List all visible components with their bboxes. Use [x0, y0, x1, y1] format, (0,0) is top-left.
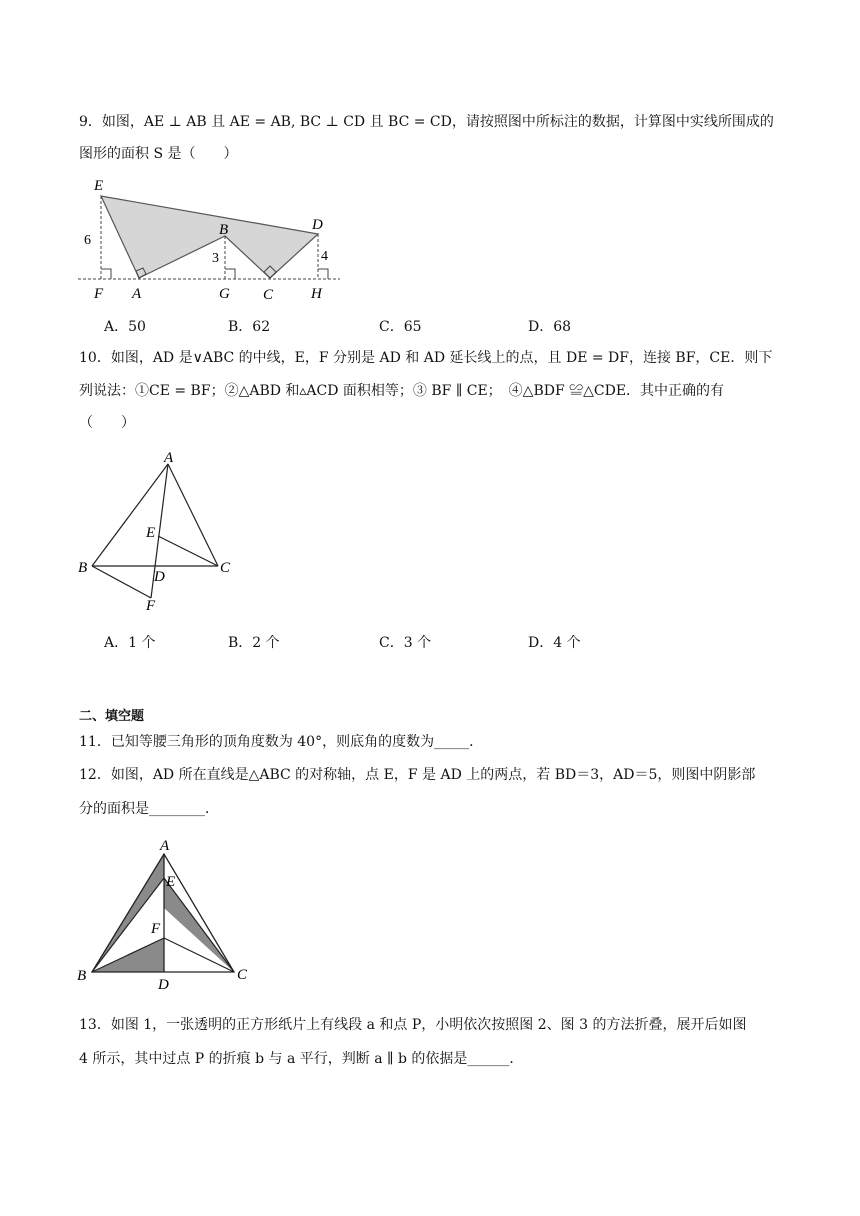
q10-stem-line3: （ ）: [79, 415, 135, 431]
q10-side-ac: [168, 464, 218, 566]
q12-segment-ce: [164, 878, 234, 972]
q9-label-b: B: [219, 222, 229, 238]
section-heading: 二、填空题: [79, 709, 145, 724]
q9-option-a[interactable]: A．50: [104, 319, 146, 335]
q9-option-d[interactable]: D．68: [528, 319, 572, 335]
q9-stem-line2: 图形的面积 S 是（ ）: [79, 146, 238, 162]
q10-figure: [72, 448, 252, 618]
q9-label-4: 4: [321, 249, 328, 264]
q12-label-a: A: [160, 838, 170, 854]
q12-stem-line1: 12．如图，AD 所在直线是△ABC 的对称轴，点 E，F 是 AD 上的两点，若 BD＝3，AD＝5，则图中阴影部: [79, 767, 756, 783]
q10-segment-ce: [158, 536, 218, 566]
q10-label-f: F: [146, 598, 156, 614]
q11-stem: 11．已知等腰三角形的顶角度数为 40°，则底角的度数为_____．: [79, 734, 484, 750]
q10-stem-line1: 10．如图，AD 是∨ABC 的中线，E，F 分别是 AD 和 AD 延长线上的点，且 DE = DF，连接 BF，CE．则下: [79, 350, 773, 366]
q10-segment-bf: [92, 566, 151, 598]
q10-stem-line2: 列说法：①CE = BF；②△ABD 和▵ACD 面积相等；③ BF ∥ CE； ④△BDF ≌△CDE．其中正确的有: [79, 383, 725, 399]
q12-label-c: C: [237, 967, 248, 983]
q9-label-d: D: [312, 217, 323, 233]
q9-label-a: A: [132, 286, 142, 302]
q10-label-b: B: [78, 560, 88, 576]
q9-label-6: 6: [84, 233, 91, 248]
q10-label-e: E: [146, 525, 156, 541]
q10-label-a: A: [164, 450, 174, 466]
q9-figure: [72, 170, 362, 305]
q12-label-d: D: [158, 977, 169, 993]
q10-option-b[interactable]: B．2 个: [228, 635, 280, 651]
q13-stem-line2: 4 所示，其中过点 P 的折痕 b 与 a 平行，判断 a ∥ b 的依据是______．: [79, 1051, 524, 1067]
q9-stem-line1: 9．如图，AE ⊥ AB 且 AE = AB, BC ⊥ CD 且 BC = CD，请按照图中所标注的数据，计算图中实线所围成的: [79, 114, 774, 130]
q9-label-g: G: [219, 286, 230, 302]
q13-stem-line1: 13．如图 1，一张透明的正方形纸片上有线段 a 和点 P，小明依次按照图 2、图 3 的方法折叠，展开后如图: [79, 1017, 747, 1033]
q9-label-3: 3: [212, 251, 219, 266]
q9-shaded-region: [101, 196, 318, 278]
q9-label-e: E: [94, 178, 104, 194]
q9-label-c: C: [263, 287, 274, 303]
q9-option-b[interactable]: B．62: [228, 319, 271, 335]
q10-option-a[interactable]: A．1 个: [104, 635, 156, 651]
q10-option-d[interactable]: D．4 个: [528, 635, 581, 651]
q10-label-d: D: [154, 569, 165, 585]
q9-option-c[interactable]: C．65: [379, 319, 422, 335]
q9-right-angle-g: [225, 269, 235, 279]
q9-right-angle-h: [318, 269, 328, 279]
q9-label-f: F: [94, 286, 104, 302]
q12-label-e: E: [166, 874, 176, 890]
q9-label-h: H: [311, 286, 322, 302]
q12-figure: [72, 834, 262, 994]
q12-stem-line2: 分的面积是________．: [79, 801, 219, 817]
q12-label-b: B: [77, 968, 87, 984]
q12-label-f: F: [151, 921, 161, 937]
q10-option-c[interactable]: C．3 个: [379, 635, 432, 651]
q10-label-c: C: [220, 560, 231, 576]
q9-right-angle-f: [101, 269, 111, 279]
